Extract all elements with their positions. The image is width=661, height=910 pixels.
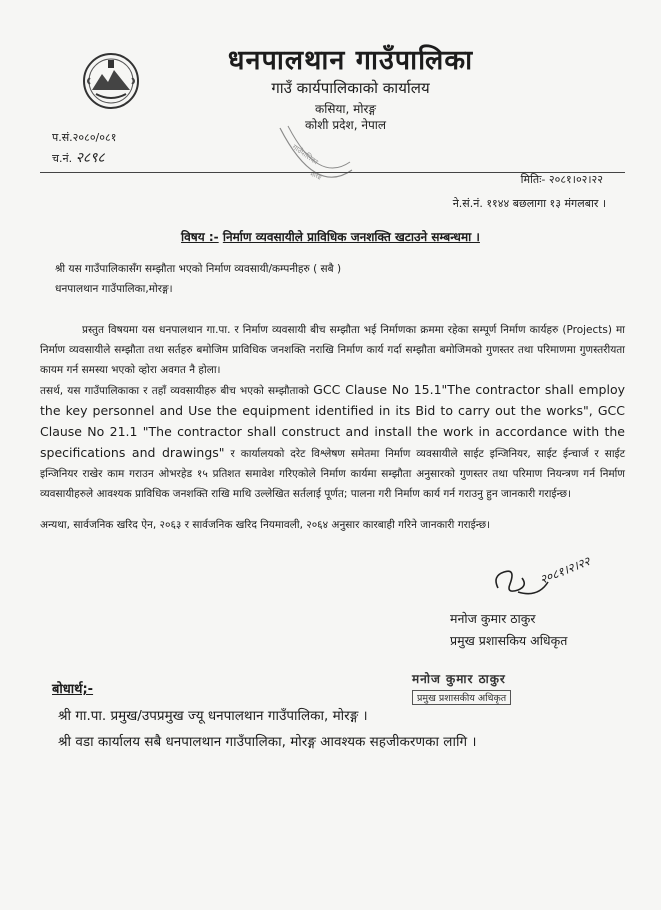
- office-subtitle: गाउँ कार्यपालिकाको कार्यालय: [271, 79, 430, 97]
- letter-number: प.सं.२०८०/०८१: [52, 131, 117, 144]
- cc-title: बोधार्थ;-: [52, 682, 94, 697]
- name-stamp: मनोज कुमार ठाकुर: [412, 672, 506, 686]
- signatory-name: मनोज कुमार ठाकुर: [450, 611, 536, 626]
- gcc-clause-quote: GCC Clause No 15.1"The contractor shall employ the key personnel and Use the equipment identified in its Bid to carry out the works", GCC Clause No 21.1 "The contractor shall construct and install the work in accordance with the specifications and drawings": [40, 382, 625, 460]
- svg-text:मोरङ्ग: मोरङ्ग: [309, 171, 323, 181]
- office-province: कोशी प्रदेश, नेपाल: [304, 118, 387, 132]
- svg-text:गाउँपालिका: गाउँपालिका: [290, 143, 320, 167]
- subject-label: विषय :-: [181, 230, 219, 244]
- body-paragraph-1: प्रस्तुत विषयमा यस धनपालथान गा.पा. र निर्माण व्यवसायी बीच सम्झौता भई निर्माणका क्रममा रहेका सम्पूर्ण निर्माण कार्यहरु (Projects) मा निर्माण व्यवसायीले सम्झौता तथा सर्तहरु बमोजिम प्राविधिक जनशक्ति नराखि निर्माण कार्य गर्दा सम्झौता बमोजिमको गुणस्तर तथा परिमाणमा गुणस्तरीयता कायम गर्न समस्या भएको व्होरा अवगत नै होला।: [40, 324, 625, 376]
- signature-date: २०८१।२।२२: [537, 554, 593, 587]
- addressee-line-1: श्री यस गाउँपालिकासँग सम्झौता भएको निर्माण व्यवसायी/कम्पनीहरु ( सबै ): [55, 263, 342, 275]
- dispatch-value: २८९८: [75, 150, 105, 166]
- dispatch-label: च.नं.: [52, 152, 73, 165]
- office-address: कसिया, मोरङ्ग: [315, 102, 376, 116]
- body-paragraph-2-rest: र कार्यालयको दरेट विश्लेषण समेतमा निर्माण व्यवसायीले साईट इन्जिनियर, साईट ईन्चार्ज र साईट इन्जिनियर राखेर काम गराउन ओभरहेड १५ प्रतिशत समावेश गरिएकोले निर्माण कार्यमा सम्झौता अनुसारको गुणस्तर तथा परिमाण नियन्त्रण गर्न निर्माण व्यवसायीहरुले आवश्यक प्राविधिक जनशक्ति राखि माथि उल्लेखित सर्तलाई पूर्णत; पालना गरी निर्माण कार्य गर्न गराउनु हुन जानकारी गराईन्छ।: [40, 448, 625, 500]
- addressee-line-2: धनपालथान गाउँपालिका,मोरङ्ग।: [55, 283, 173, 295]
- body-paragraph-3: अन्यथा, सार्वजनिक खरिद ऐन, २०६३ र सार्वजनिक खरिद नियमावली, २०६४ अनुसार कारबाही गरिने जानकारी गराईन्छ।: [40, 519, 491, 531]
- body-paragraph-2: [40, 380, 625, 504]
- subject-line: [0, 228, 661, 245]
- dispatch-number: [52, 148, 105, 167]
- body-paragraph-2-intro: तसर्थ, यस गाउँपालिकाका र तहाँ व्यवसायीहरु बीच भएको सम्झौताको: [40, 385, 309, 397]
- office-stamp: [270, 118, 360, 198]
- signatory-designation: प्रमुख प्रशासकिय अधिकृत: [450, 633, 568, 648]
- handwritten-signature: [488, 548, 618, 608]
- office-name: धनपालथान गाउँपालिका: [227, 45, 474, 76]
- cc-recipient-2: श्री वडा कार्यालय सबै धनपालथान गाउँपालिका, मोरङ्ग आवश्यक सहजीकरणका लागि ।: [58, 734, 477, 750]
- nepal-sambat-date: ने.सं.नं. ११४४ बछलागा १३ मंगलबार ।: [452, 197, 606, 210]
- subject-text: निर्माण व्यवसायीले प्राविधिक जनशक्ति खटाउने सम्बन्धमा ।: [222, 230, 480, 244]
- designation-stamp: प्रमुख प्रशासकीय अधिकृत: [412, 690, 511, 705]
- cc-recipient-1: श्री गा.पा. प्रमुख/उपप्रमुख ज्यू धनपालथान गाउँपालिका, मोरङ्ग ।: [58, 708, 368, 724]
- letter-date: मितिः- २०८१।०२।२२: [520, 173, 603, 186]
